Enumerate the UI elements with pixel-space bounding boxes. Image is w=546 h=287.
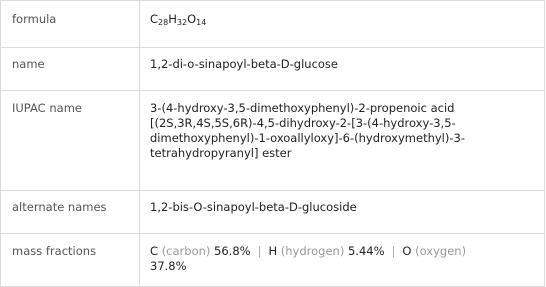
fraction-name-carbon: (carbon) xyxy=(161,244,211,258)
fraction-name-hydrogen: (hydrogen) xyxy=(280,244,345,258)
formula-count-o: 14 xyxy=(196,18,207,27)
fraction-symbol-carbon: C xyxy=(150,244,159,258)
mass-fractions-line-1 xyxy=(150,244,538,259)
row-label-name: name xyxy=(1,48,140,91)
name-value: 1,2-di-o-sinapoyl-beta-D-glucose xyxy=(140,48,545,91)
mass-fractions-value xyxy=(140,234,545,287)
iupac-name-value xyxy=(140,91,545,191)
table-row-iupac-name xyxy=(1,91,545,191)
formula-count-c: 28 xyxy=(158,18,169,27)
row-label-formula: formula xyxy=(1,1,140,48)
formula-value xyxy=(140,1,545,48)
iupac-name-line: [(2S,3R,4S,5S,6R)-4,5-dihydroxy-2-[3-(4-hydroxy-3,5- xyxy=(150,116,456,130)
formula-element-o: O xyxy=(187,12,197,26)
fraction-symbol-hydrogen: H xyxy=(268,244,278,258)
fraction-value-hydrogen: 5.44% xyxy=(347,244,385,258)
fraction-value-carbon: 56.8% xyxy=(214,244,251,258)
iupac-name-line: tetrahydropyranyl] ester xyxy=(150,146,292,160)
table-row-alternate-names xyxy=(1,191,545,234)
iupac-name-line: dimethoxyphenyl)-1-oxoallyloxy]-6-(hydroxymethyl)-3- xyxy=(150,131,465,145)
mass-fractions-line-2 xyxy=(150,259,538,274)
fraction-separator: | xyxy=(257,244,262,258)
formula-element-h: H xyxy=(168,12,177,26)
formula-element-c: C xyxy=(150,12,159,26)
fraction-value-oxygen: 37.8% xyxy=(150,259,187,273)
alternate-names-value: 1,2-bis-O-sinapoyl-beta-D-glucoside xyxy=(140,191,545,234)
row-label-mass-fractions: mass fractions xyxy=(1,234,140,287)
table-row-formula xyxy=(1,1,545,48)
iupac-name-line: 3-(4-hydroxy-3,5-dimethoxyphenyl)-2-propenoic acid xyxy=(150,101,455,115)
row-label-iupac-name: IUPAC name xyxy=(1,91,140,191)
table-row-mass-fractions xyxy=(1,234,545,287)
fraction-symbol-oxygen: O xyxy=(402,244,412,258)
row-label-alternate-names: alternate names xyxy=(1,191,140,234)
table-row-name xyxy=(1,48,545,91)
fraction-name-oxygen: (oxygen) xyxy=(415,244,467,258)
fraction-separator: | xyxy=(391,244,396,258)
formula-count-h: 32 xyxy=(176,18,188,27)
